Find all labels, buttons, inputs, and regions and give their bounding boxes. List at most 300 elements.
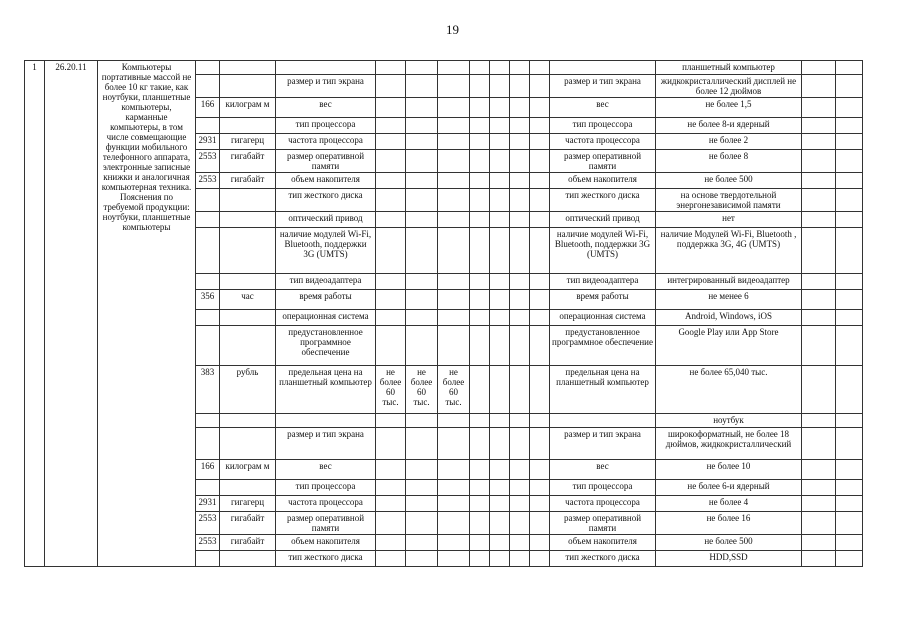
value-agency-cell: не более 65,040 тыс.: [656, 366, 802, 414]
function-cell: [836, 326, 863, 366]
value-approved-1-cell: [376, 274, 406, 290]
value-agency-cell: планшетный компьютер: [656, 61, 802, 75]
okei-cell: [196, 414, 220, 428]
empty-cell: [490, 173, 510, 189]
empty-cell: [490, 512, 510, 535]
empty-cell: [510, 496, 530, 512]
justification-cell: [802, 212, 836, 228]
unit-cell: [220, 326, 276, 366]
empty-cell: [470, 551, 490, 567]
characteristic-agency-cell: объем накопителя: [550, 535, 656, 551]
value-agency-cell: широкоформатный, не более 18 дюймов, жидкокристаллический: [656, 428, 802, 460]
empty-cell: [490, 290, 510, 310]
value-approved-1-cell: [376, 535, 406, 551]
empty-cell: [470, 310, 490, 326]
characteristic-cell: размер и тип экрана: [276, 428, 376, 460]
characteristic-cell: время работы: [276, 290, 376, 310]
product-name: Компьютеры портативные массой не более 10 кг такие, как ноутбуки, планшетные компьютеры, карманные компьютеры, в том числе совмещающие функции мобильного телефонного аппарата, электронные записные книжки и аналогичная компьютерная техника. Пояснения по требуемой продукции: ноутбуки, планшетные компьютеры: [98, 61, 196, 567]
empty-cell: [490, 460, 510, 480]
okei-cell: [196, 61, 220, 75]
value-agency-cell: не более 4: [656, 496, 802, 512]
empty-cell: [490, 228, 510, 274]
characteristic-cell: объем накопителя: [276, 173, 376, 189]
characteristic-agency-cell: предельная цена на планшетный компьютер: [550, 366, 656, 414]
characteristic-agency-cell: [550, 414, 656, 428]
empty-cell: [530, 535, 550, 551]
empty-cell: [490, 496, 510, 512]
empty-cell: [510, 75, 530, 98]
empty-cell: [470, 366, 490, 414]
value-approved-1-cell: [376, 290, 406, 310]
okei-cell: 383: [196, 366, 220, 414]
okei-cell: 166: [196, 98, 220, 118]
characteristic-cell: вес: [276, 460, 376, 480]
empty-cell: [530, 98, 550, 118]
empty-cell: [530, 173, 550, 189]
page-number: 19: [446, 22, 459, 37]
characteristic-agency-cell: оптический привод: [550, 212, 656, 228]
justification-cell: [802, 496, 836, 512]
value-approved-3-cell: [438, 414, 470, 428]
empty-cell: [530, 150, 550, 173]
justification-cell: [802, 134, 836, 150]
value-approved-2-cell: [406, 326, 438, 366]
empty-cell: [510, 535, 530, 551]
empty-cell: [490, 551, 510, 567]
empty-cell: [470, 290, 490, 310]
empty-cell: [510, 61, 530, 75]
requirements-table: [24, 60, 863, 567]
value-approved-2-cell: [406, 480, 438, 496]
empty-cell: [530, 326, 550, 366]
empty-cell: [470, 274, 490, 290]
empty-cell: [530, 480, 550, 496]
unit-cell: гигабайт: [220, 535, 276, 551]
characteristic-agency-cell: вес: [550, 98, 656, 118]
empty-cell: [470, 118, 490, 134]
value-approved-3-cell: [438, 118, 470, 134]
justification-cell: [802, 310, 836, 326]
okei-cell: 2553: [196, 173, 220, 189]
characteristic-agency-cell: предустановленное программное обеспечение: [550, 326, 656, 366]
empty-cell: [510, 512, 530, 535]
empty-cell: [490, 212, 510, 228]
empty-cell: [490, 366, 510, 414]
characteristic-cell: [276, 414, 376, 428]
value-agency-cell: не более 1,5: [656, 98, 802, 118]
value-approved-1-cell: [376, 173, 406, 189]
characteristic-agency-cell: тип процессора: [550, 118, 656, 134]
characteristic-agency-cell: объем накопителя: [550, 173, 656, 189]
okei-cell: [196, 212, 220, 228]
characteristic-cell: оптический привод: [276, 212, 376, 228]
okei-cell: [196, 551, 220, 567]
characteristic-cell: частота процессора: [276, 496, 376, 512]
value-agency-cell: не более 2: [656, 134, 802, 150]
function-cell: [836, 61, 863, 75]
unit-cell: гигабайт: [220, 173, 276, 189]
empty-cell: [510, 290, 530, 310]
value-approved-1-cell: [376, 212, 406, 228]
empty-cell: [530, 414, 550, 428]
empty-cell: [490, 189, 510, 212]
empty-cell: [510, 551, 530, 567]
characteristic-agency-cell: размер оперативной памяти: [550, 512, 656, 535]
value-approved-3-cell: [438, 480, 470, 496]
okei-cell: 2931: [196, 496, 220, 512]
characteristic-cell: тип процессора: [276, 118, 376, 134]
value-approved-1-cell: [376, 414, 406, 428]
empty-cell: [530, 496, 550, 512]
unit-cell: гигабайт: [220, 150, 276, 173]
characteristic-cell: вес: [276, 98, 376, 118]
value-approved-1-cell: [376, 150, 406, 173]
value-approved-1-cell: [376, 118, 406, 134]
empty-cell: [490, 134, 510, 150]
empty-cell: [490, 428, 510, 460]
value-approved-1-cell: [376, 98, 406, 118]
okei-cell: [196, 326, 220, 366]
function-cell: [836, 118, 863, 134]
empty-cell: [530, 310, 550, 326]
empty-cell: [510, 366, 530, 414]
empty-cell: [530, 274, 550, 290]
value-approved-1-cell: [376, 496, 406, 512]
empty-cell: [490, 414, 510, 428]
okpd2-code: 26.20.11: [45, 61, 98, 567]
empty-cell: [530, 75, 550, 98]
empty-cell: [470, 173, 490, 189]
characteristic-cell: частота процессора: [276, 134, 376, 150]
characteristic-cell: тип жесткого диска: [276, 189, 376, 212]
value-approved-2-cell: [406, 118, 438, 134]
unit-cell: [220, 428, 276, 460]
value-approved-3-cell: [438, 61, 470, 75]
value-approved-2-cell: [406, 75, 438, 98]
value-approved-3-cell: [438, 551, 470, 567]
value-agency-cell: HDD,SSD: [656, 551, 802, 567]
empty-cell: [470, 535, 490, 551]
empty-cell: [530, 61, 550, 75]
empty-cell: [510, 326, 530, 366]
unit-cell: [220, 212, 276, 228]
value-approved-3-cell: [438, 460, 470, 480]
okei-cell: 2931: [196, 134, 220, 150]
empty-cell: [510, 310, 530, 326]
value-approved-2-cell: [406, 551, 438, 567]
value-approved-1-cell: [376, 189, 406, 212]
value-approved-1-cell: [376, 61, 406, 75]
characteristic-agency-cell: тип видеоадаптера: [550, 274, 656, 290]
value-approved-1-cell: [376, 460, 406, 480]
empty-cell: [490, 274, 510, 290]
value-agency-cell: на основе твердотельной энергонезависимой памяти: [656, 189, 802, 212]
value-approved-3-cell: [438, 173, 470, 189]
okei-cell: [196, 118, 220, 134]
value-approved-2-cell: [406, 460, 438, 480]
value-approved-2-cell: [406, 290, 438, 310]
okei-cell: [196, 428, 220, 460]
okei-cell: [196, 228, 220, 274]
empty-cell: [490, 480, 510, 496]
value-agency-cell: не более 10: [656, 460, 802, 480]
value-approved-3-cell: [438, 290, 470, 310]
characteristic-agency-cell: операционная система: [550, 310, 656, 326]
empty-cell: [490, 150, 510, 173]
value-approved-2-cell: [406, 414, 438, 428]
unit-cell: час: [220, 290, 276, 310]
value-approved-3-cell: [438, 326, 470, 366]
value-approved-2-cell: [406, 134, 438, 150]
value-approved-2-cell: [406, 61, 438, 75]
empty-cell: [470, 414, 490, 428]
characteristic-agency-cell: размер оперативной памяти: [550, 150, 656, 173]
empty-cell: [510, 134, 530, 150]
empty-cell: [510, 480, 530, 496]
function-cell: [836, 75, 863, 98]
justification-cell: [802, 189, 836, 212]
empty-cell: [510, 173, 530, 189]
value-approved-3-cell: не более 60 тыс.: [438, 366, 470, 414]
value-approved-2-cell: [406, 228, 438, 274]
characteristic-cell: тип видеоадаптера: [276, 274, 376, 290]
empty-cell: [510, 150, 530, 173]
empty-cell: [510, 274, 530, 290]
function-cell: [836, 228, 863, 274]
empty-cell: [530, 290, 550, 310]
empty-cell: [490, 98, 510, 118]
justification-cell: [802, 75, 836, 98]
justification-cell: [802, 150, 836, 173]
value-agency-cell: наличие Модулей Wi-Fi, Bluetooth , поддержка 3G, 4G (UMTS): [656, 228, 802, 274]
characteristic-cell: [276, 61, 376, 75]
value-approved-1-cell: [376, 310, 406, 326]
empty-cell: [510, 189, 530, 212]
characteristic-cell: предельная цена на планшетный компьютер: [276, 366, 376, 414]
value-approved-1-cell: [376, 134, 406, 150]
okei-cell: [196, 274, 220, 290]
value-agency-cell: интегрированный видеоадаптер: [656, 274, 802, 290]
value-agency-cell: ноутбук: [656, 414, 802, 428]
unit-cell: гигагерц: [220, 134, 276, 150]
value-approved-2-cell: [406, 428, 438, 460]
value-approved-3-cell: [438, 310, 470, 326]
empty-cell: [510, 98, 530, 118]
value-approved-1-cell: [376, 428, 406, 460]
characteristic-agency-cell: тип жесткого диска: [550, 551, 656, 567]
value-approved-2-cell: [406, 310, 438, 326]
value-approved-2-cell: [406, 98, 438, 118]
function-cell: [836, 173, 863, 189]
empty-cell: [490, 310, 510, 326]
value-approved-2-cell: [406, 535, 438, 551]
value-approved-3-cell: [438, 274, 470, 290]
function-cell: [836, 310, 863, 326]
characteristic-agency-cell: тип жесткого диска: [550, 189, 656, 212]
empty-cell: [470, 512, 490, 535]
characteristic-cell: тип жесткого диска: [276, 551, 376, 567]
function-cell: [836, 366, 863, 414]
characteristic-cell: объем накопителя: [276, 535, 376, 551]
value-agency-cell: не более 6-и ядерный: [656, 480, 802, 496]
empty-cell: [470, 98, 490, 118]
unit-cell: [220, 274, 276, 290]
characteristic-agency-cell: [550, 61, 656, 75]
value-approved-1-cell: [376, 326, 406, 366]
unit-cell: [220, 118, 276, 134]
function-cell: [836, 274, 863, 290]
justification-cell: [802, 274, 836, 290]
unit-cell: гигабайт: [220, 512, 276, 535]
empty-cell: [490, 118, 510, 134]
entry-number: 1: [25, 61, 45, 567]
empty-cell: [470, 75, 490, 98]
unit-cell: [220, 75, 276, 98]
empty-cell: [470, 212, 490, 228]
unit-cell: [220, 310, 276, 326]
empty-cell: [470, 496, 490, 512]
value-agency-cell: не более 500: [656, 173, 802, 189]
empty-cell: [510, 428, 530, 460]
characteristic-cell: операционная система: [276, 310, 376, 326]
characteristic-agency-cell: вес: [550, 460, 656, 480]
justification-cell: [802, 512, 836, 535]
table-row: [25, 61, 863, 75]
value-approved-1-cell: [376, 512, 406, 535]
value-approved-3-cell: [438, 189, 470, 212]
value-agency-cell: жидкокристаллический дисплей не более 12 дюймов: [656, 75, 802, 98]
value-approved-2-cell: [406, 274, 438, 290]
value-agency-cell: не более 8: [656, 150, 802, 173]
function-cell: [836, 428, 863, 460]
empty-cell: [470, 150, 490, 173]
value-approved-3-cell: [438, 512, 470, 535]
empty-cell: [510, 228, 530, 274]
function-cell: [836, 290, 863, 310]
justification-cell: [802, 118, 836, 134]
table-body: [25, 61, 863, 567]
empty-cell: [470, 189, 490, 212]
unit-cell: [220, 189, 276, 212]
justification-cell: [802, 290, 836, 310]
empty-cell: [470, 61, 490, 75]
empty-cell: [530, 189, 550, 212]
value-approved-3-cell: [438, 212, 470, 228]
justification-cell: [802, 98, 836, 118]
empty-cell: [470, 134, 490, 150]
justification-cell: [802, 326, 836, 366]
justification-cell: [802, 535, 836, 551]
empty-cell: [470, 228, 490, 274]
okei-cell: [196, 75, 220, 98]
value-approved-1-cell: [376, 228, 406, 274]
value-approved-3-cell: [438, 535, 470, 551]
justification-cell: [802, 366, 836, 414]
value-approved-3-cell: [438, 150, 470, 173]
value-approved-3-cell: [438, 496, 470, 512]
unit-cell: гигагерц: [220, 496, 276, 512]
value-approved-2-cell: не более 60 тыс.: [406, 366, 438, 414]
value-approved-2-cell: [406, 189, 438, 212]
unit-cell: рубль: [220, 366, 276, 414]
empty-cell: [530, 134, 550, 150]
function-cell: [836, 512, 863, 535]
value-approved-3-cell: [438, 98, 470, 118]
characteristic-cell: тип процессора: [276, 480, 376, 496]
justification-cell: [802, 551, 836, 567]
empty-cell: [510, 212, 530, 228]
value-approved-3-cell: [438, 134, 470, 150]
characteristic-cell: размер оперативной памяти: [276, 150, 376, 173]
function-cell: [836, 414, 863, 428]
characteristic-cell: размер и тип экрана: [276, 75, 376, 98]
okei-cell: [196, 310, 220, 326]
characteristic-cell: размер оперативной памяти: [276, 512, 376, 535]
function-cell: [836, 98, 863, 118]
value-approved-2-cell: [406, 212, 438, 228]
empty-cell: [530, 118, 550, 134]
empty-cell: [510, 118, 530, 134]
characteristic-agency-cell: размер и тип экрана: [550, 428, 656, 460]
justification-cell: [802, 428, 836, 460]
function-cell: [836, 134, 863, 150]
value-approved-1-cell: не более 60 тыс.: [376, 366, 406, 414]
function-cell: [836, 496, 863, 512]
value-approved-2-cell: [406, 496, 438, 512]
value-approved-2-cell: [406, 173, 438, 189]
characteristic-agency-cell: частота процессора: [550, 496, 656, 512]
value-agency-cell: не более 8-и ядерный: [656, 118, 802, 134]
justification-cell: [802, 480, 836, 496]
unit-cell: [220, 228, 276, 274]
okei-cell: [196, 189, 220, 212]
empty-cell: [530, 212, 550, 228]
unit-cell: килограм м: [220, 460, 276, 480]
justification-cell: [802, 228, 836, 274]
value-approved-3-cell: [438, 428, 470, 460]
value-approved-3-cell: [438, 228, 470, 274]
characteristic-agency-cell: размер и тип экрана: [550, 75, 656, 98]
characteristic-agency-cell: наличие модулей Wi-Fi, Bluetooth, поддержки 3G (UMTS): [550, 228, 656, 274]
characteristic-agency-cell: частота процессора: [550, 134, 656, 150]
value-agency-cell: не менее 6: [656, 290, 802, 310]
justification-cell: [802, 61, 836, 75]
function-cell: [836, 460, 863, 480]
empty-cell: [490, 61, 510, 75]
empty-cell: [530, 551, 550, 567]
okei-cell: 2553: [196, 512, 220, 535]
unit-cell: [220, 414, 276, 428]
value-agency-cell: Google Play или App Store: [656, 326, 802, 366]
unit-cell: [220, 480, 276, 496]
value-approved-3-cell: [438, 75, 470, 98]
value-approved-1-cell: [376, 480, 406, 496]
value-approved-1-cell: [376, 551, 406, 567]
value-agency-cell: Android, Windows, iOS: [656, 310, 802, 326]
characteristic-cell: предустановленное программное обеспечение: [276, 326, 376, 366]
function-cell: [836, 551, 863, 567]
function-cell: [836, 212, 863, 228]
characteristic-cell: наличие модулей Wi-Fi, Bluetooth, поддержки 3G (UMTS): [276, 228, 376, 274]
okei-cell: 166: [196, 460, 220, 480]
empty-cell: [530, 428, 550, 460]
empty-cell: [470, 428, 490, 460]
okei-cell: [196, 480, 220, 496]
okei-cell: 356: [196, 290, 220, 310]
justification-cell: [802, 460, 836, 480]
function-cell: [836, 535, 863, 551]
unit-cell: [220, 61, 276, 75]
